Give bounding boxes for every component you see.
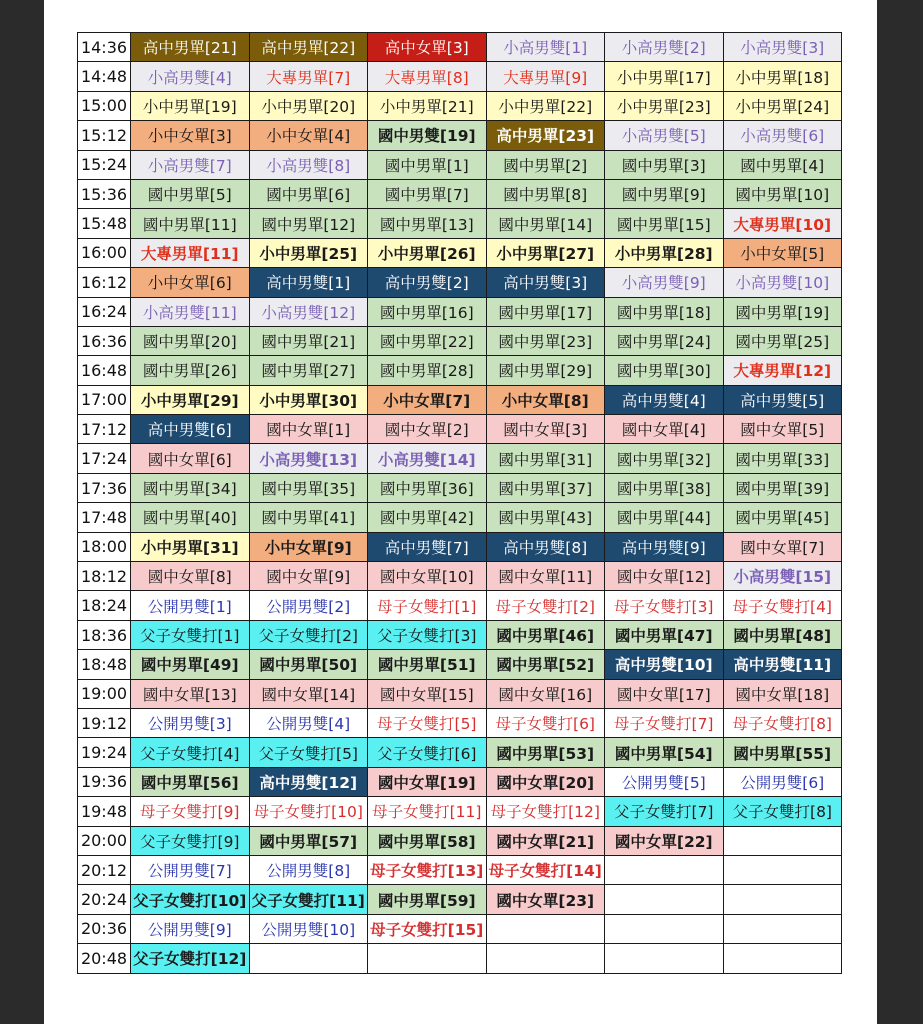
match-cell: 高中男雙[8] <box>486 532 605 561</box>
match-cell: 父子女雙打[1] <box>131 620 250 649</box>
time-slot-label: 20:24 <box>78 885 131 914</box>
schedule-row <box>78 415 842 444</box>
time-slot-label: 18:12 <box>78 562 131 591</box>
match-cell: 母子女雙打[13] <box>368 855 487 884</box>
time-slot-label: 17:48 <box>78 503 131 532</box>
match-cell: 小高男雙[5] <box>605 121 724 150</box>
time-slot-label: 17:36 <box>78 473 131 502</box>
match-cell: 國中男單[10] <box>723 179 842 208</box>
match-cell: 小中男單[21] <box>368 91 487 120</box>
time-slot-label: 15:48 <box>78 209 131 238</box>
empty-cell <box>723 914 842 943</box>
time-slot-label: 19:12 <box>78 708 131 737</box>
match-cell: 小中男單[20] <box>249 91 368 120</box>
schedule-row <box>78 826 842 855</box>
match-schedule-table <box>77 32 842 974</box>
match-cell: 父子女雙打[8] <box>723 797 842 826</box>
match-cell: 國中女單[21] <box>486 826 605 855</box>
schedule-row <box>78 91 842 120</box>
match-cell: 小中男單[19] <box>131 91 250 120</box>
match-cell: 國中男單[29] <box>486 356 605 385</box>
match-cell: 父子女雙打[5] <box>249 738 368 767</box>
match-cell: 小高男雙[6] <box>723 121 842 150</box>
match-cell: 國中女單[8] <box>131 562 250 591</box>
schedule-row <box>78 532 842 561</box>
time-slot-label: 19:00 <box>78 679 131 708</box>
match-cell: 高中女單[3] <box>368 33 487 62</box>
schedule-row <box>78 473 842 502</box>
match-cell: 國中男單[6] <box>249 179 368 208</box>
match-cell: 國中男單[45] <box>723 503 842 532</box>
match-cell: 母子女雙打[9] <box>131 797 250 826</box>
schedule-row <box>78 620 842 649</box>
schedule-row <box>78 209 842 238</box>
time-slot-label: 18:36 <box>78 620 131 649</box>
match-cell: 國中男單[52] <box>486 650 605 679</box>
match-cell: 國中男單[36] <box>368 473 487 502</box>
match-cell: 國中男單[18] <box>605 297 724 326</box>
match-cell: 國中男單[57] <box>249 826 368 855</box>
schedule-row <box>78 444 842 473</box>
match-cell: 高中男單[21] <box>131 33 250 62</box>
time-slot-label: 16:12 <box>78 268 131 297</box>
time-slot-label: 19:36 <box>78 767 131 796</box>
match-cell: 父子女雙打[2] <box>249 620 368 649</box>
match-cell: 公開男雙[2] <box>249 591 368 620</box>
match-cell: 高中男單[23] <box>486 121 605 150</box>
empty-cell <box>723 826 842 855</box>
match-cell: 小中女單[5] <box>723 238 842 267</box>
empty-cell <box>605 885 724 914</box>
match-cell: 公開男雙[7] <box>131 855 250 884</box>
match-cell: 小中女單[8] <box>486 385 605 414</box>
time-slot-label: 16:36 <box>78 326 131 355</box>
match-cell: 小中女單[3] <box>131 121 250 150</box>
time-slot-label: 19:48 <box>78 797 131 826</box>
match-cell: 父子女雙打[12] <box>131 944 250 973</box>
time-slot-label: 15:12 <box>78 121 131 150</box>
match-cell: 高中男雙[9] <box>605 532 724 561</box>
match-cell: 國中男單[3] <box>605 150 724 179</box>
match-cell: 國中男單[17] <box>486 297 605 326</box>
match-cell: 國中男單[27] <box>249 356 368 385</box>
match-cell: 國中男單[33] <box>723 444 842 473</box>
match-cell: 小中女單[4] <box>249 121 368 150</box>
schedule-row <box>78 914 842 943</box>
match-cell: 國中男雙[19] <box>368 121 487 150</box>
match-cell: 高中男雙[5] <box>723 385 842 414</box>
schedule-sheet <box>44 0 877 1024</box>
match-cell: 小中男單[26] <box>368 238 487 267</box>
match-cell: 母子女雙打[7] <box>605 708 724 737</box>
schedule-row <box>78 650 842 679</box>
schedule-row <box>78 797 842 826</box>
time-slot-label: 17:00 <box>78 385 131 414</box>
match-cell: 公開男雙[4] <box>249 708 368 737</box>
match-cell: 高中男雙[4] <box>605 385 724 414</box>
match-cell: 高中男雙[12] <box>249 767 368 796</box>
match-cell: 國中男單[26] <box>131 356 250 385</box>
empty-cell <box>605 944 724 973</box>
schedule-row <box>78 767 842 796</box>
match-cell: 國中男單[49] <box>131 650 250 679</box>
match-cell: 國中男單[22] <box>368 326 487 355</box>
match-cell: 小中男單[18] <box>723 62 842 91</box>
time-slot-label: 18:48 <box>78 650 131 679</box>
match-cell: 國中男單[37] <box>486 473 605 502</box>
match-cell: 國中男單[31] <box>486 444 605 473</box>
time-slot-label: 20:00 <box>78 826 131 855</box>
match-cell: 國中女單[17] <box>605 679 724 708</box>
match-cell: 國中男單[34] <box>131 473 250 502</box>
match-cell: 國中男單[38] <box>605 473 724 502</box>
match-cell: 母子女雙打[12] <box>486 797 605 826</box>
match-cell: 母子女雙打[2] <box>486 591 605 620</box>
match-cell: 國中男單[32] <box>605 444 724 473</box>
schedule-row <box>78 297 842 326</box>
match-cell: 國中男單[14] <box>486 209 605 238</box>
match-cell: 國中男單[56] <box>131 767 250 796</box>
schedule-row <box>78 385 842 414</box>
match-cell: 母子女雙打[5] <box>368 708 487 737</box>
match-cell: 大專男單[8] <box>368 62 487 91</box>
schedule-row <box>78 150 842 179</box>
match-cell: 國中男單[20] <box>131 326 250 355</box>
match-cell: 國中男單[1] <box>368 150 487 179</box>
empty-cell <box>486 914 605 943</box>
schedule-row <box>78 121 842 150</box>
match-cell: 國中男單[16] <box>368 297 487 326</box>
time-slot-label: 18:00 <box>78 532 131 561</box>
match-cell: 小高男雙[15] <box>723 562 842 591</box>
match-cell: 國中男單[48] <box>723 620 842 649</box>
match-cell: 國中男單[58] <box>368 826 487 855</box>
match-cell: 大專男單[11] <box>131 238 250 267</box>
empty-cell <box>486 944 605 973</box>
schedule-body <box>78 33 842 974</box>
match-cell: 國中女單[22] <box>605 826 724 855</box>
match-cell: 國中男單[12] <box>249 209 368 238</box>
match-cell: 國中女單[20] <box>486 767 605 796</box>
match-cell: 小高男雙[12] <box>249 297 368 326</box>
match-cell: 大專男單[9] <box>486 62 605 91</box>
match-cell: 小中男單[28] <box>605 238 724 267</box>
match-cell: 國中女單[19] <box>368 767 487 796</box>
time-slot-label: 20:48 <box>78 944 131 973</box>
match-cell: 父子女雙打[3] <box>368 620 487 649</box>
time-slot-label: 14:36 <box>78 33 131 62</box>
match-cell: 公開男雙[10] <box>249 914 368 943</box>
match-cell: 小高男雙[3] <box>723 33 842 62</box>
match-cell: 國中男單[15] <box>605 209 724 238</box>
match-cell: 小高男雙[10] <box>723 268 842 297</box>
match-cell: 國中女單[4] <box>605 415 724 444</box>
match-cell: 大專男單[12] <box>723 356 842 385</box>
schedule-row <box>78 708 842 737</box>
time-slot-label: 19:24 <box>78 738 131 767</box>
match-cell: 小中男單[31] <box>131 532 250 561</box>
time-slot-label: 16:48 <box>78 356 131 385</box>
match-cell: 國中男單[59] <box>368 885 487 914</box>
match-cell: 公開男雙[6] <box>723 767 842 796</box>
match-cell: 小高男雙[11] <box>131 297 250 326</box>
match-cell: 公開男雙[3] <box>131 708 250 737</box>
schedule-row <box>78 268 842 297</box>
time-slot-label: 15:00 <box>78 91 131 120</box>
schedule-row <box>78 679 842 708</box>
time-slot-label: 16:24 <box>78 297 131 326</box>
match-cell: 國中女單[6] <box>131 444 250 473</box>
match-cell: 國中男單[35] <box>249 473 368 502</box>
time-slot-label: 18:24 <box>78 591 131 620</box>
match-cell: 小中男單[27] <box>486 238 605 267</box>
match-cell: 高中男雙[2] <box>368 268 487 297</box>
match-cell: 國中男單[54] <box>605 738 724 767</box>
match-cell: 父子女雙打[9] <box>131 826 250 855</box>
match-cell: 國中男單[50] <box>249 650 368 679</box>
match-cell: 小中女單[9] <box>249 532 368 561</box>
match-cell: 小高男雙[2] <box>605 33 724 62</box>
match-cell: 國中女單[12] <box>605 562 724 591</box>
match-cell: 國中男單[21] <box>249 326 368 355</box>
match-cell: 高中男雙[11] <box>723 650 842 679</box>
match-cell: 高中男雙[10] <box>605 650 724 679</box>
match-cell: 母子女雙打[15] <box>368 914 487 943</box>
schedule-row <box>78 944 842 973</box>
time-slot-label: 17:12 <box>78 415 131 444</box>
match-cell: 大專男單[7] <box>249 62 368 91</box>
schedule-row <box>78 62 842 91</box>
match-cell: 國中男單[9] <box>605 179 724 208</box>
match-cell: 大專男單[10] <box>723 209 842 238</box>
match-cell: 國中女單[10] <box>368 562 487 591</box>
schedule-row <box>78 503 842 532</box>
match-cell: 國中女單[14] <box>249 679 368 708</box>
schedule-row <box>78 238 842 267</box>
match-cell: 國中女單[5] <box>723 415 842 444</box>
match-cell: 國中女單[2] <box>368 415 487 444</box>
time-slot-label: 16:00 <box>78 238 131 267</box>
match-cell: 父子女雙打[4] <box>131 738 250 767</box>
schedule-row <box>78 326 842 355</box>
match-cell: 小中女單[7] <box>368 385 487 414</box>
match-cell: 母子女雙打[3] <box>605 591 724 620</box>
match-cell: 國中男單[43] <box>486 503 605 532</box>
match-cell: 國中女單[15] <box>368 679 487 708</box>
match-cell: 國中男單[25] <box>723 326 842 355</box>
match-cell: 國中男單[47] <box>605 620 724 649</box>
match-cell: 國中女單[9] <box>249 562 368 591</box>
match-cell: 小中男單[23] <box>605 91 724 120</box>
match-cell: 國中女單[11] <box>486 562 605 591</box>
match-cell: 國中男單[44] <box>605 503 724 532</box>
match-cell: 父子女雙打[10] <box>131 885 250 914</box>
match-cell: 國中男單[42] <box>368 503 487 532</box>
match-cell: 小高男雙[8] <box>249 150 368 179</box>
schedule-row <box>78 179 842 208</box>
match-cell: 高中男單[22] <box>249 33 368 62</box>
match-cell: 國中男單[4] <box>723 150 842 179</box>
match-cell: 高中男雙[6] <box>131 415 250 444</box>
match-cell: 小高男雙[14] <box>368 444 487 473</box>
match-cell: 公開男雙[8] <box>249 855 368 884</box>
empty-cell <box>723 944 842 973</box>
time-slot-label: 17:24 <box>78 444 131 473</box>
match-cell: 小高男雙[7] <box>131 150 250 179</box>
schedule-row <box>78 855 842 884</box>
match-cell: 國中女單[13] <box>131 679 250 708</box>
match-cell: 小中女單[6] <box>131 268 250 297</box>
match-cell: 母子女雙打[1] <box>368 591 487 620</box>
schedule-row <box>78 356 842 385</box>
match-cell: 公開男雙[5] <box>605 767 724 796</box>
empty-cell <box>368 944 487 973</box>
empty-cell <box>605 855 724 884</box>
match-cell: 小高男雙[13] <box>249 444 368 473</box>
match-cell: 小中男單[17] <box>605 62 724 91</box>
match-cell: 國中女單[7] <box>723 532 842 561</box>
match-cell: 小中男單[30] <box>249 385 368 414</box>
match-cell: 國中男單[11] <box>131 209 250 238</box>
schedule-row <box>78 885 842 914</box>
match-cell: 國中男單[30] <box>605 356 724 385</box>
match-cell: 父子女雙打[7] <box>605 797 724 826</box>
match-cell: 國中男單[46] <box>486 620 605 649</box>
match-cell: 高中男雙[1] <box>249 268 368 297</box>
time-slot-label: 15:24 <box>78 150 131 179</box>
match-cell: 小高男雙[4] <box>131 62 250 91</box>
match-cell: 國中男單[39] <box>723 473 842 502</box>
match-cell: 國中男單[19] <box>723 297 842 326</box>
match-cell: 母子女雙打[10] <box>249 797 368 826</box>
match-cell: 小中男單[22] <box>486 91 605 120</box>
schedule-row <box>78 738 842 767</box>
match-cell: 國中男單[24] <box>605 326 724 355</box>
empty-cell <box>723 855 842 884</box>
match-cell: 國中男單[53] <box>486 738 605 767</box>
match-cell: 國中女單[1] <box>249 415 368 444</box>
match-cell: 國中男單[13] <box>368 209 487 238</box>
match-cell: 國中女單[18] <box>723 679 842 708</box>
match-cell: 公開男雙[9] <box>131 914 250 943</box>
match-cell: 母子女雙打[6] <box>486 708 605 737</box>
match-cell: 母子女雙打[4] <box>723 591 842 620</box>
time-slot-label: 20:36 <box>78 914 131 943</box>
match-cell: 公開男雙[1] <box>131 591 250 620</box>
match-cell: 國中男單[2] <box>486 150 605 179</box>
match-cell: 小中男單[29] <box>131 385 250 414</box>
time-slot-label: 15:36 <box>78 179 131 208</box>
match-cell: 國中男單[41] <box>249 503 368 532</box>
match-cell: 小中男單[24] <box>723 91 842 120</box>
match-cell: 國中男單[5] <box>131 179 250 208</box>
empty-cell <box>723 885 842 914</box>
match-cell: 小高男雙[1] <box>486 33 605 62</box>
match-cell: 高中男雙[3] <box>486 268 605 297</box>
match-cell: 國中男單[40] <box>131 503 250 532</box>
match-cell: 母子女雙打[11] <box>368 797 487 826</box>
match-cell: 國中男單[51] <box>368 650 487 679</box>
match-cell: 母子女雙打[14] <box>486 855 605 884</box>
schedule-row <box>78 591 842 620</box>
match-cell: 國中男單[7] <box>368 179 487 208</box>
match-cell: 國中男單[28] <box>368 356 487 385</box>
match-cell: 國中女單[23] <box>486 885 605 914</box>
match-cell: 國中女單[16] <box>486 679 605 708</box>
empty-cell <box>249 944 368 973</box>
schedule-row <box>78 562 842 591</box>
empty-cell <box>605 914 724 943</box>
match-cell: 小高男雙[9] <box>605 268 724 297</box>
time-slot-label: 20:12 <box>78 855 131 884</box>
match-cell: 小中男單[25] <box>249 238 368 267</box>
match-cell: 國中男單[23] <box>486 326 605 355</box>
match-cell: 國中男單[8] <box>486 179 605 208</box>
match-cell: 母子女雙打[8] <box>723 708 842 737</box>
match-cell: 父子女雙打[11] <box>249 885 368 914</box>
time-slot-label: 14:48 <box>78 62 131 91</box>
schedule-row <box>78 33 842 62</box>
match-cell: 國中男單[55] <box>723 738 842 767</box>
match-cell: 國中女單[3] <box>486 415 605 444</box>
match-cell: 高中男雙[7] <box>368 532 487 561</box>
match-cell: 父子女雙打[6] <box>368 738 487 767</box>
